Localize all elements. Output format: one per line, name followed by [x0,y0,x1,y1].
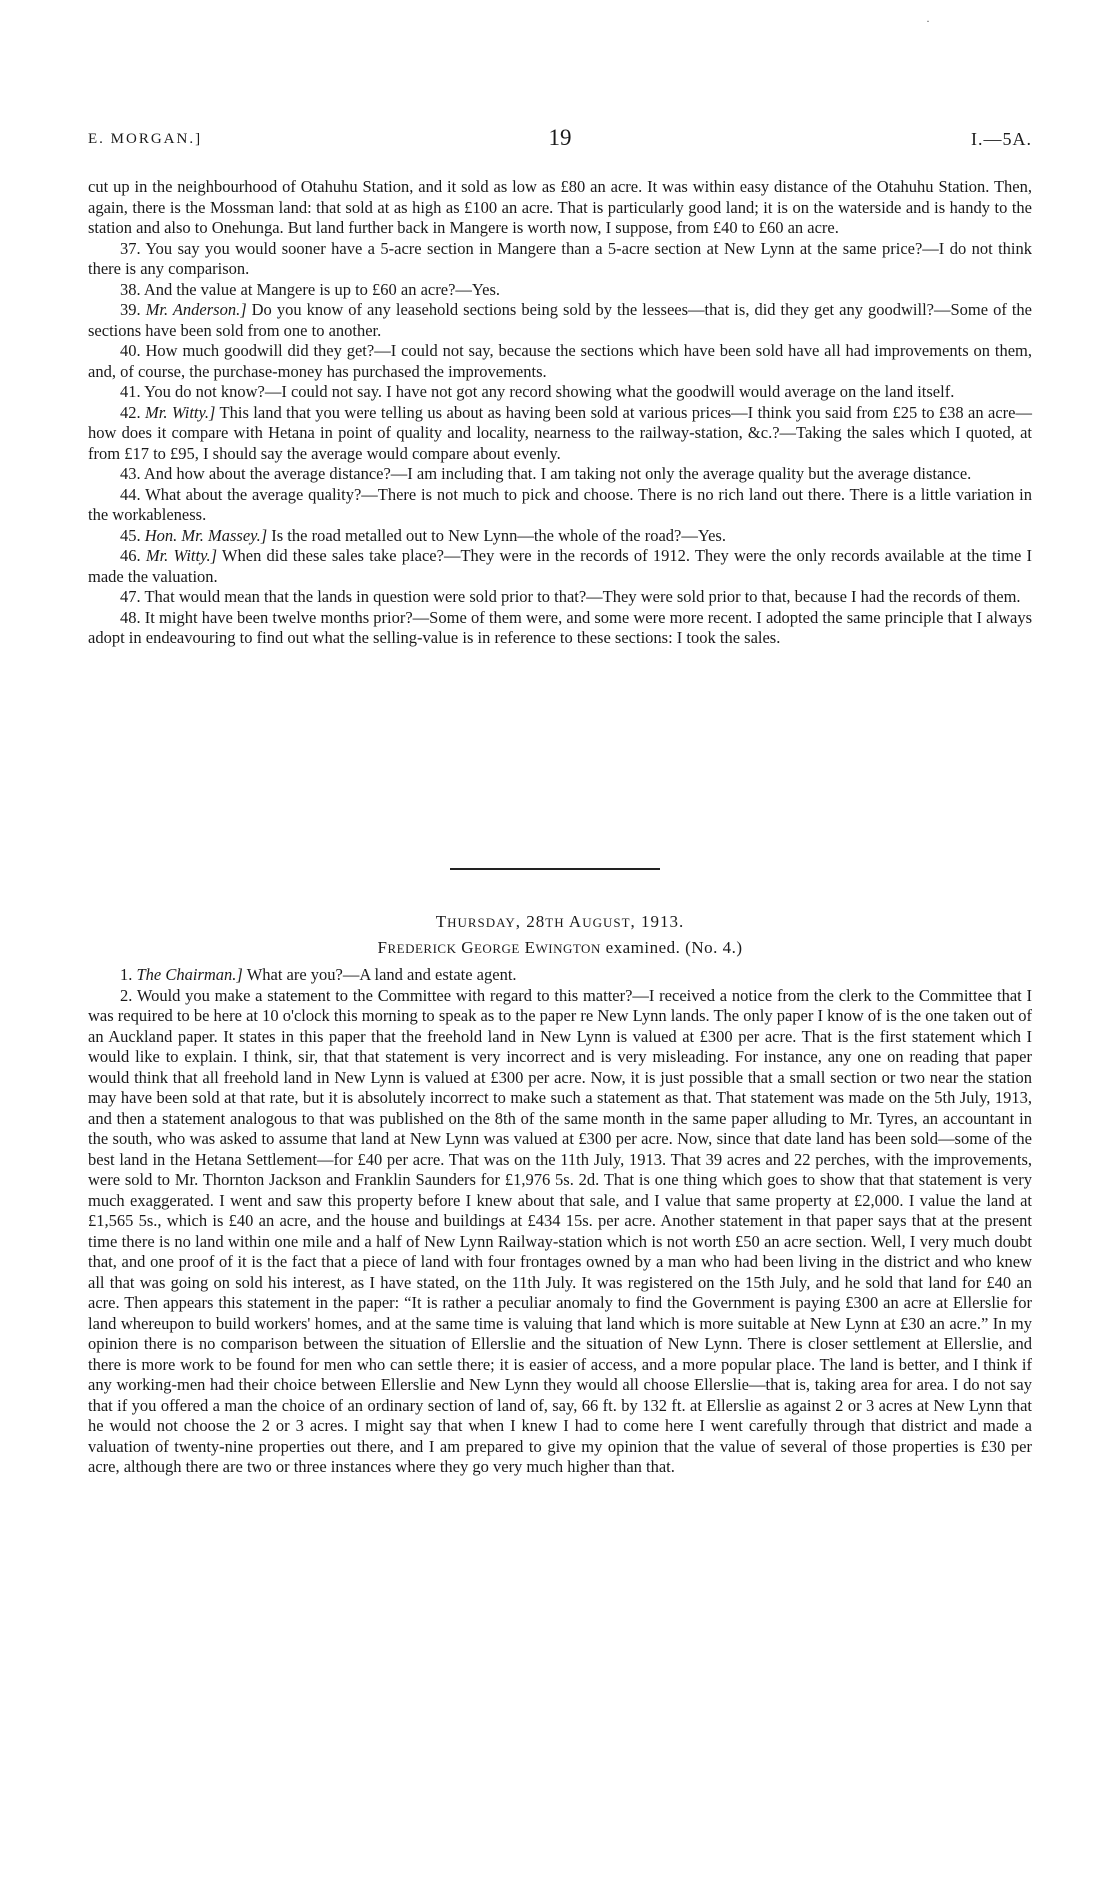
section-divider [450,868,660,870]
witness-heading: FREDERICK GEORGE EWINGTON examined. (No. 4.) [377,938,743,957]
question-46: 46. Mr. Witty.] When did these sales take place?—They were in the records of 1912. They were the only records available at the time I made the valuation. [88,546,1033,586]
speaker-attribution: Mr. Witty.] [145,402,216,422]
morgan-testimony [88,177,1032,649]
question-45: 45. Hon. Mr. Massey.] Is the road metalled out to New Lynn—the whole of the road?—Yes. [120,525,726,545]
scan-mark: · [926,14,930,28]
speaker-chairman: The Chairman.] [136,965,243,984]
question-43: 43. And how about the average distance?—I am including that. I am taking not only the average quality but the average distance. [120,464,972,483]
question-38: 38. And the value at Mangere is up to £60 an acre?—Yes. [120,279,501,299]
speaker-attribution: Mr. Anderson.] [145,300,247,319]
header-witness-name: E. MORGAN.] [88,131,203,147]
speaker-attribution: Hon. Mr. Massey.] [144,525,268,545]
question-48: 48. It might have been twelve months prior?—Some of them were, and some were more recent. I adopted the same principle that I always adopt in endeavouring to find out what the selling-value is in reference to these sections: I took the sales. [88,607,1032,647]
session-date-heading: THURSDAY, 28TH AUGUST, 1913. [435,912,685,931]
page-number: 19 [548,125,572,150]
question-39: 39. Mr. Anderson.] Do you know of any leasehold sections being sold by the lessees—that is, did they get any goodwill?—Some of the sections have been sold from one to another. [88,300,1032,340]
ewington-testimony [88,965,1032,1478]
paragraph-continuation: cut up in the neighbourhood of Otahuhu Station, and it sold as low as £80 an acre. It was within easy distance of the Otahuhu Station. Then, again, there is the Mossman land: that sold at as high as £100 an acre. That is particularly good land; it is on the waterside and is handy to the station and also to Onehunga. But land further back in Mangere is worth now, I suppose, from £40 to £60 an acre. [88,177,1032,237]
document-page [88,0,1032,1892]
page-header [88,125,1032,155]
question-47: 47. That would mean that the lands in question were sold prior to that?—They were sold prior to that, because I had the records of them. [120,587,1021,606]
question-1: 1. The Chairman.] What are you?—A land and estate agent. [120,965,517,984]
question-40: 40. How much goodwill did they get?—I could not say, because the sections which have been sold have all had improvements on them, and, of course, the purchase-money has purchased the improvements. [88,341,1032,381]
question-44: 44. What about the average quality?—There is not much to pick and choose. There is no rich land out there. There is a little variation in the workableness. [88,484,1032,524]
question-2: 2. Would you make a statement to the Committee with regard to this matter?—I received a notice from the clerk to the Committee that I was required to be here at 10 o'clock this morning to speak as to the paper re New Lynn lands. The only paper I know of is the one taken out of an Auckland paper. It states in this paper that the freehold land in New Lynn is valued at £300 per acre. That is the first statement which I would like to explain. I think, sir, that that statement is very incorrect and is very misleading. For instance, any one on reading that paper would think that all freehold land in New Lynn is valued at £300 per acre. Now, it is just possible that a small section or two near the station may have been sold at that rate, but it is absolutely incorrect to make such a statement as that. That statement was made on the 5th July, 1913, and then a statement analogous to that was published on the 8th of the same month in the same paper alluding to Mr. Tyres, an accountant in the south, who was asked to assume that land at New Lynn was valued at £300 per acre. Now, since that date land has been sold—some of the best land in the Hetana Settlement—for £40 per acre. That was on the 11th July, 1913. That 39 acres and 22 perches, with the improvements, were sold to Mr. Thornton Jackson and Franklin Saunders for £1,976 5s. 2d. That is one thing which goes to show that that statement is very much exaggerated. I went and saw this property before I knew about that sale, and I value that same property at £2,000. I value the land at £1,565 5s., which is £40 an acre, and the house and buildings at £434 15s. per acre. Another statement in that paper says that at the present time there is no land within one mile and a half of New Lynn Railway-station which is not worth £50 an acre section. Well, I very much doubt that, and one proof of it is the fact that a piece of land with four frontages owned by a man who had been living in the district and who knew all that was going on sold his interest, as I have stated, on the 11th July. It was registered on the 15th July, and he sold that land for £40 an acre. Then appears this statement in the paper: “It is rather a peculiar anomaly to find the Government is paying £300 an acre at Ellerslie for land whereupon to build workers' homes, and at the same time is valuing that land which is more suitable at New Lynn at £30 an acre.” In my opinion there is no comparison between the situation of Ellerslie and the situation of New Lynn. There is closer settlement at Ellerslie, and there is more work to be found for men who can settle there; it is easier of access, and a more popular place. The land is better, and I think if any working-men had their choice between Ellerslie and New Lynn they would all choose Ellerslie—that is, taking area for area. I do not say that if you offered a man the choice of an ordinary section of land of, say, 66 ft. by 132 ft. at Ellerslie as against 2 or 3 acres at New Lynn that he would not choose the 2 or 3 acres. I might say that when I knew I had to come here I went carefully through that district and made a valuation of twenty-nine properties out there, and I am prepared to give my opinion that the value of several of those properties is £30 per acre, although there are two or three instances where they go very much higher than that. [88,985,1032,1476]
document-reference: I.—5A. [971,129,1032,149]
question-41: 41. You do not know?—I could not say. I have not got any record showing what the goodwill would average on the land itself. [120,382,955,401]
question-37: 37. You say you would sooner have a 5-acre section in Mangere than a 5-acre section at New Lynn at the same price?—I do not think there is any comparison. [88,238,1032,278]
speaker-attribution: Mr. Witty.] [145,546,218,565]
question-42: 42. Mr. Witty.] This land that you were telling us about as having been sold at various prices—I think you said from £25 to £38 an acre—how does it compare with Hetana in point of quality and locality, nearness to the railway-station, &c.?—Taking the sales which I quoted, at from £17 to £95, I should say the average would compare about evenly. [88,402,1032,463]
